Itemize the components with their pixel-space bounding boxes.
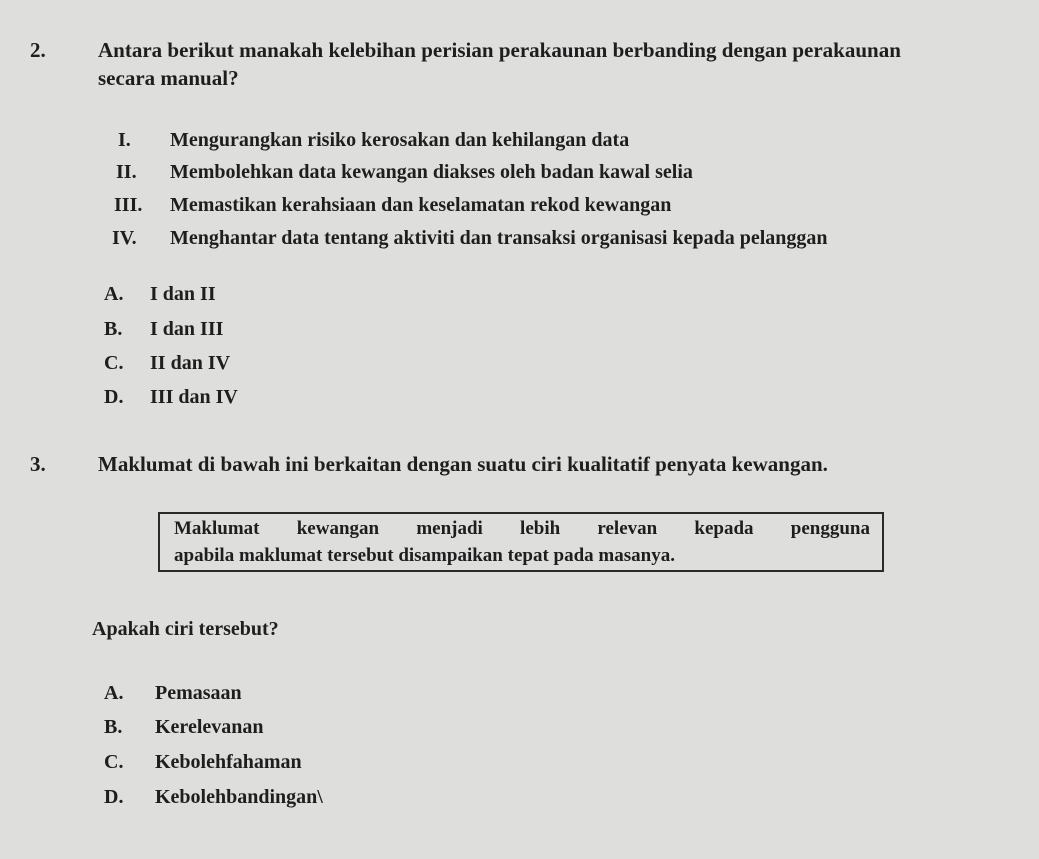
q2-option-b-letter: B.: [104, 318, 123, 340]
q2-option-c-text: II dan IV: [150, 352, 231, 374]
question-3-text: Maklumat di bawah ini berkaitan dengan suatu ciri kualitatif penyata kewangan.: [98, 452, 828, 476]
statement-4-number: IV.: [112, 227, 137, 249]
q2-option-d-letter: D.: [104, 386, 124, 408]
statement-3-text: Memastikan kerahsiaan dan keselamatan rekod kewangan: [170, 194, 672, 216]
q2-option-b-text: I dan III: [150, 318, 224, 340]
statement-1-number: I.: [118, 129, 131, 151]
q2-option-c-letter: C.: [104, 352, 124, 374]
info-box: [158, 512, 884, 572]
q3-option-d-text: Kebolehbandingan\: [155, 786, 323, 808]
question-3-number: 3.: [30, 452, 46, 476]
q3-option-a-letter: A.: [104, 682, 124, 704]
statement-1-text: Mengurangkan risiko kerosakan dan kehilangan data: [170, 129, 630, 151]
question-2-text-line1: Antara berikut manakah kelebihan perisian perakaunan berbanding dengan perakaunan: [98, 38, 901, 62]
q3-option-b-letter: B.: [104, 716, 123, 738]
q2-option-a-text: I dan II: [150, 283, 216, 305]
info-box-line2: apabila maklumat tersebut disampaikan tepat pada masanya.: [174, 545, 675, 566]
question-2-number: 2.: [30, 38, 46, 62]
q2-option-d-text: III dan IV: [150, 386, 238, 408]
q3-option-c-letter: C.: [104, 751, 124, 773]
q3-option-b-text: Kerelevanan: [155, 716, 264, 738]
statement-2-number: II.: [116, 161, 137, 183]
q3-option-c-text: Kebolehfahaman: [155, 751, 302, 773]
question-3-prompt: Apakah ciri tersebut?: [92, 618, 279, 640]
statement-2-text: Membolehkan data kewangan diakses oleh badan kawal selia: [170, 161, 693, 183]
q2-option-a-letter: A.: [104, 283, 124, 305]
q3-option-d-letter: D.: [104, 786, 124, 808]
statement-4-text: Menghantar data tentang aktiviti dan transaksi organisasi kepada pelanggan: [170, 227, 828, 249]
question-2-text-line2: secara manual?: [98, 66, 239, 90]
info-box-line1: Maklumat kewangan menjadi lebih relevan kepada pengguna: [174, 518, 870, 539]
q3-option-a-text: Pemasaan: [155, 682, 242, 704]
statement-3-number: III.: [114, 194, 143, 216]
